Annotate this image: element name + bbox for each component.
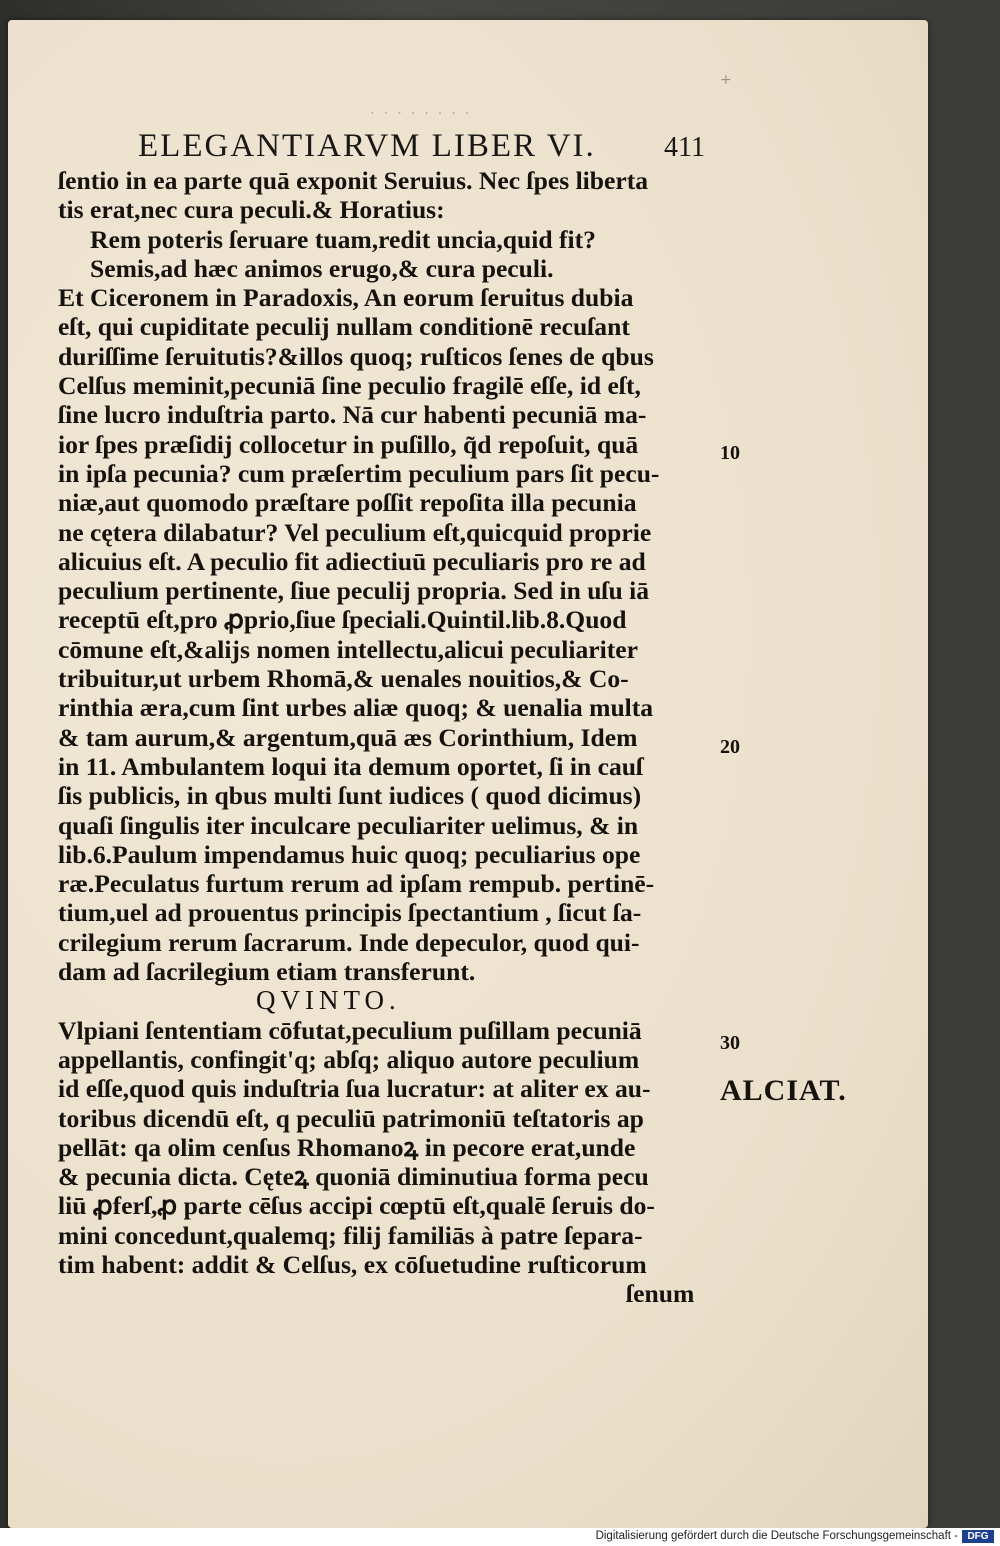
text-line: & pecunia dicta. Cęteꝝ quoniā diminutiua forma pecu xyxy=(58,1162,649,1192)
text-line: ſis publicis, in qbus multi ſunt iudices ( quod dicimus) xyxy=(58,781,642,811)
text-line: dam ad ſacrilegium etiam transferunt. xyxy=(58,957,476,987)
text-line: ſentio in ea parte quā exponit Seruius. Nec ſpes liberta xyxy=(58,166,649,195)
text-line: ior ſpes præſidij collocetur in puſillo, q̃d repoſuit, quā xyxy=(58,429,639,459)
text-line: ne cętera dilabatur? Vel peculium eſt,quicquid proprie xyxy=(58,517,652,547)
text-line: tium,uel ad prouentus principis ſpectantium , ſicut ſa- xyxy=(58,898,642,928)
top-mark: + xyxy=(720,72,732,88)
text-line: ſine lucro induſtria parto. Nā cur habenti pecuniā ma- xyxy=(58,400,647,430)
text-line: in 11. Ambulantem loqui ita demum oportet, ſi in cauſ xyxy=(58,751,644,781)
text-line: mini concedunt,qualemq; filij familiās à patre ſepara- xyxy=(58,1220,643,1250)
text-line: cōmune eſt,&alijs nomen intellectu,alicui peculiariter xyxy=(58,634,639,664)
text-line: lib.6.Paulum impendamus huic quoq; peculiarius ope xyxy=(58,839,641,869)
margin-note: ALCIAT. xyxy=(720,1074,847,1107)
text-line: eſt, qui cupiditate peculij nullam conditionē recuſant xyxy=(58,312,630,342)
text-line: liū ꝓferſ,ꝓ parte cēſus accipi cœptū eſt,qualē ſeruis do- xyxy=(58,1191,655,1221)
margin-line-number-10: 10 xyxy=(720,442,740,464)
text-line: Semis,ad hæc animos erugo,& cura peculi. xyxy=(90,253,554,283)
footer-bar xyxy=(0,1528,1000,1546)
book-page xyxy=(8,20,928,1528)
text-line: in ipſa pecunia? cum præſertim peculium pars ſit pecu- xyxy=(58,458,660,488)
text-line: appellantis, confingit'q; abſq; aliquo autore peculium xyxy=(58,1044,640,1074)
text-line: Rem poteris ſeruare tuam,redit uncia,quid fit? xyxy=(90,224,596,254)
text-line: & tam aurum,& argentum,quā æs Corinthium, Idem xyxy=(58,722,638,752)
funding-notice: Digitalisierung gefördert durch die Deutsche Forschungsgemeinschaft - xyxy=(595,1530,958,1542)
text-line: Et Ciceronem in Paradoxis, An eorum ſeruitus dubia xyxy=(58,283,634,313)
text-line: duriſſime ſeruitutis?&illos quoq; ruſticos ſenes de qbus xyxy=(58,341,654,371)
text-line: toribus dicendū eſt, q peculiū patrimoniū teſtatoris ap xyxy=(58,1103,644,1133)
faint-mark: · · · · · · · · xyxy=(370,104,472,122)
text-line: pellāt: qa olim cenſus Rhomanoꝝ in pecore erat,unde xyxy=(58,1132,636,1162)
text-line: id eſſe,quod quis induſtria ſua lucratur: at aliter ex au- xyxy=(58,1074,651,1104)
text-line: Vlpiani ſententiam cōfutat,peculium puſillam pecuniā xyxy=(58,1015,642,1045)
text-line: ræ.Peculatus furtum rerum ad ipſam rempub. pertinē- xyxy=(58,869,655,899)
text-line: tis erat,nec cura peculi.& Horatius: xyxy=(58,195,445,225)
text-line: niæ,aut quomodo præſtare poſſit repoſita illa pecunia xyxy=(58,488,637,518)
text-line: ſenum xyxy=(626,1279,695,1309)
text-line: quaſi ſingulis iter inculcare peculiariter uelimus, & in xyxy=(58,810,639,840)
text-line: Celſus meminit,pecuniā ſine peculio fragilē eſſe, id eſt, xyxy=(58,371,641,401)
text-block xyxy=(58,166,758,1309)
text-line: tribuitur,ut urbem Rhomā,& uenales nouitios,& Co- xyxy=(58,664,629,694)
text-line: receptū eſt,pro ꝓprio,ſiue ſpeciali.Quintil.lib.8.Quod xyxy=(58,605,627,635)
text-line: tim habent: addit & Celſus, ex cōſuetudine ruſticorum xyxy=(58,1249,647,1279)
dfg-logo: DFG xyxy=(962,1530,994,1543)
text-line: peculium pertinente, ſiue peculij propria. Sed in uſu iā xyxy=(58,576,650,606)
section-heading: QVINTO. xyxy=(256,985,401,1016)
text-line: rinthia æra,cum ſint urbes aliæ quoq; & uenalia multa xyxy=(58,693,654,723)
text-line: alicuius eſt. A peculio fit adiectiuū peculiaris pro re ad xyxy=(58,546,646,576)
page-number: 411 xyxy=(664,132,705,163)
running-head: ELEGANTIARVM LIBER VI. xyxy=(138,128,596,164)
text-line: crilegium rerum ſacrarum. Inde depeculor, quod qui- xyxy=(58,927,640,957)
margin-line-number-30: 30 xyxy=(720,1032,740,1054)
margin-line-number-20: 20 xyxy=(720,736,740,758)
